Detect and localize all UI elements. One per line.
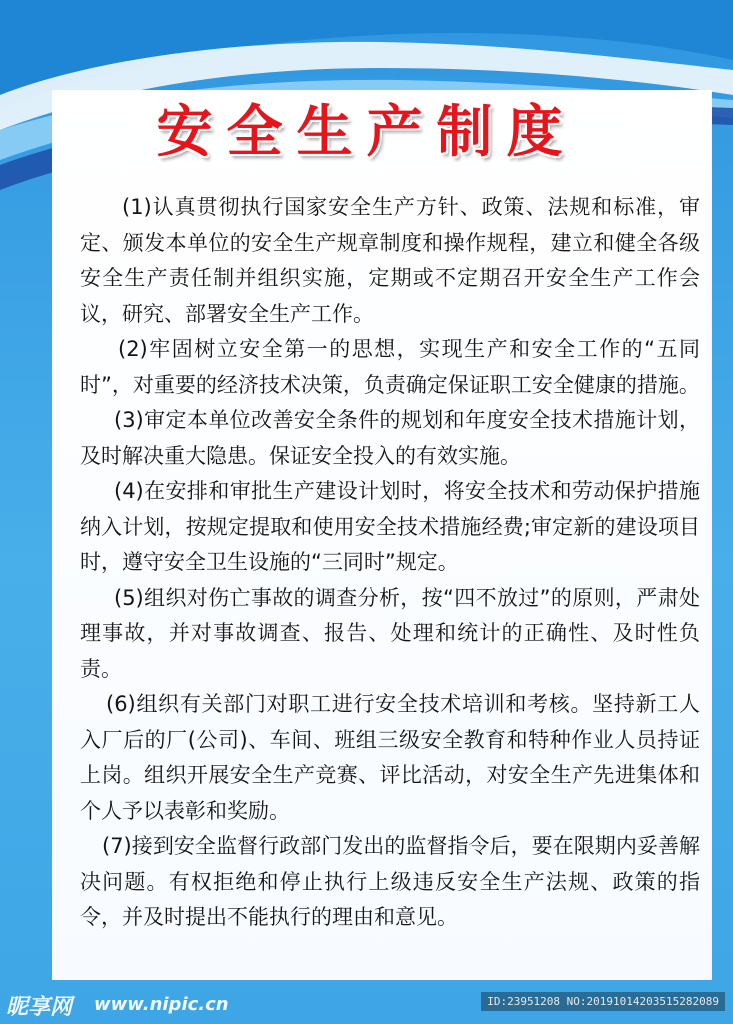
regulation-body [80, 190, 700, 936]
regulation-item-1: (1)认真贯彻执行国家安全生产方针、政策、法规和标准，审定、颁发本单位的安全生产规章制度和操作规程，建立和健全各级安全生产责任制并组织实施，定期或不定期召开安全生产工作会议，研究、部署安全生产工作。 [80, 195, 700, 326]
regulation-item-3: (3)审定本单位改善安全条件的规划和年度安全技术措施计划，及时解决重大隐患。保证安全投入的有效实施。 [80, 408, 700, 468]
regulation-item-7: (7)接到安全监督行政部门发出的监督指令后，要在限期内妥善解决问题。有权拒绝和停止执行上级违反安全生产法规、政策的指令，并及时提出不能执行的理由和意见。 [80, 834, 700, 929]
watermark-footer [0, 988, 733, 1024]
regulation-item-5: (5)组织对伤亡事故的调查分析，按“四不放过”的原则，严肃处理事故，并对事故调查、报告、处理和统计的正确性、及时性负责。 [80, 585, 700, 681]
regulation-item-2: (2)牢固树立安全第一的思想，实现生产和安全工作的“五同时”，对重要的经济技术决策，负责确定保证职工安全健康的措施。 [80, 337, 700, 397]
watermark-url: www.nipic.cn [94, 994, 229, 1015]
watermark-logo: 昵享网 [6, 995, 73, 1020]
regulation-item-6: (6)组织有关部门对职工进行安全技术培训和考核。坚持新工人入厂后的厂(公司)、车间、班组三级安全教育和特种作业人员持证上岗。组织开展安全生产竞赛、评比活动，对安全生产先进集体和个人予以表彰和奖励。 [80, 692, 700, 823]
page-title: 安全生产制度 [156, 100, 577, 165]
regulation-item-4: (4)在安排和审批生产建设计划时，将安全技术和劳动保护措施纳入计划，按规定提取和使用安全技术措施经费;审定新的建设项目时，遵守安全卫生设施的“三同时”规定。 [80, 479, 700, 574]
watermark-id: ID:23951208 NO:20191014203515282089 [481, 992, 725, 1011]
